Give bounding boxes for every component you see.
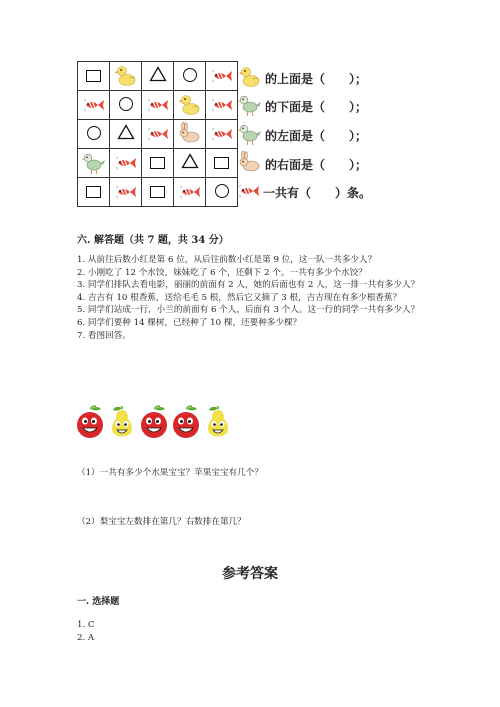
grid-cell <box>206 178 238 207</box>
grid-cell <box>174 178 206 207</box>
bird-icon <box>238 122 265 149</box>
grid-cell <box>206 91 238 120</box>
fish-icon <box>110 155 141 171</box>
triangle-icon <box>149 66 167 82</box>
question-6: 6. 同学们要种 14 棵树，已经种了 10 棵，还要种多少棵？ <box>77 317 302 328</box>
grid-cell <box>110 149 142 178</box>
duck-icon <box>110 64 141 88</box>
triangle-icon <box>117 124 135 140</box>
grid-row <box>78 62 238 91</box>
grid-cell <box>174 149 206 178</box>
grid-cell <box>142 62 174 91</box>
grid-question-3 <box>238 121 371 150</box>
question-5: 5. 同学们站成一行，小兰的前面有 6 个人，后面有 3 个人。这一行的同学一共有多少人？ <box>77 305 420 316</box>
grid-cell <box>206 62 238 91</box>
bird-icon <box>78 151 109 175</box>
grid-questions <box>238 64 371 207</box>
grid-cell <box>174 91 206 120</box>
grid-row <box>78 178 238 207</box>
grid-cell <box>110 62 142 91</box>
answers-title: 参考答案 <box>222 566 278 582</box>
circle-icon <box>119 97 133 111</box>
grid-row <box>78 149 238 178</box>
grid-cell <box>142 120 174 149</box>
grid-cell <box>142 91 174 120</box>
grid-question-text: 的左面是（ ）； <box>265 128 368 143</box>
answer-1: 1. C <box>77 620 95 630</box>
grid-question-2 <box>238 93 371 122</box>
duck-icon <box>238 65 265 92</box>
grid-cell <box>110 178 142 207</box>
grid-cell <box>110 120 142 149</box>
shape-grid <box>77 61 238 207</box>
grid-cell <box>206 120 238 149</box>
grid-question-4 <box>238 150 371 179</box>
circle-icon <box>183 68 197 82</box>
square-icon <box>86 70 101 82</box>
question-3: 3. 同学们排队去看电影，丽丽的前面有 2 人，她的后面也有 2 人，这一排一共有多少人？ <box>77 280 420 291</box>
grid-row <box>78 120 238 149</box>
answers-section-title: 一. 选择题 <box>77 597 120 607</box>
fish-icon <box>206 68 237 84</box>
grid-cell <box>174 62 206 91</box>
question-7: 7. 看图回答。 <box>77 330 131 341</box>
triangle-icon <box>181 153 199 169</box>
grid-cell <box>78 149 110 178</box>
grid-question-1 <box>238 64 371 93</box>
square-icon <box>150 157 165 169</box>
fish-icon <box>174 184 205 200</box>
fruit-row <box>75 405 235 445</box>
grid-question-text: 的上面是（ ）； <box>265 71 368 86</box>
question-2: 2. 小刚吃了 12 个水饺，妹妹吃了 6 个，还剩下 2 个。一共有多少个水饺？ <box>77 267 367 278</box>
grid-cell <box>78 178 110 207</box>
fish-icon <box>206 97 237 113</box>
square-icon <box>150 186 165 198</box>
grid-cell <box>142 178 174 207</box>
question-4: 4. 吉吉有 10 根香蕉，送给毛毛 5 根，然后它又摘了 3 根，吉吉现在有多少根香蕉？ <box>77 292 402 303</box>
fish-icon <box>78 97 109 113</box>
grid-cell <box>174 120 206 149</box>
pear-icon <box>107 405 137 445</box>
grid-question-text: 的下面是（ ）； <box>265 100 368 115</box>
fish-icon <box>142 126 173 142</box>
fish-icon <box>142 97 173 113</box>
rabbit-icon <box>238 151 265 178</box>
grid-cell <box>78 120 110 149</box>
question-list <box>77 254 437 342</box>
grid-question-text: 一共有（ ）条。 <box>263 186 372 201</box>
fish-icon <box>206 126 237 142</box>
square-icon <box>214 157 229 169</box>
grid-cell <box>78 91 110 120</box>
grid-cell <box>206 149 238 178</box>
fish-icon <box>238 183 263 202</box>
rabbit-icon <box>174 122 205 146</box>
answer-2: 2. A <box>77 633 95 643</box>
apple-icon <box>75 405 105 445</box>
fish-icon <box>110 184 141 200</box>
grid-cell <box>78 62 110 91</box>
grid-question-5 <box>238 178 371 207</box>
pear-icon <box>203 405 233 445</box>
apple-icon <box>139 405 169 445</box>
grid-cell <box>142 149 174 178</box>
duck-icon <box>174 93 205 117</box>
sub-question-2: （2）梨宝宝左数排在第几？右数排在第几？ <box>77 517 246 527</box>
sub-question-1: （1）一共有多少个水果宝宝？苹果宝宝有几个？ <box>77 468 263 478</box>
circle-icon <box>215 184 229 198</box>
question-1: 1. 从前往后数小红是第 6 位，从后往前数小红是第 9 位，这一队一共多少人？ <box>77 255 377 265</box>
grid-question-text: 的右面是（ ）； <box>265 157 368 172</box>
bird-icon <box>238 93 265 120</box>
square-icon <box>86 186 101 198</box>
grid-cell <box>110 91 142 120</box>
circle-icon <box>87 126 101 140</box>
apple-icon <box>171 405 201 445</box>
grid-row <box>78 91 238 120</box>
section-6-title: 六. 解答题（共 7 题，共 34 分） <box>77 235 229 246</box>
